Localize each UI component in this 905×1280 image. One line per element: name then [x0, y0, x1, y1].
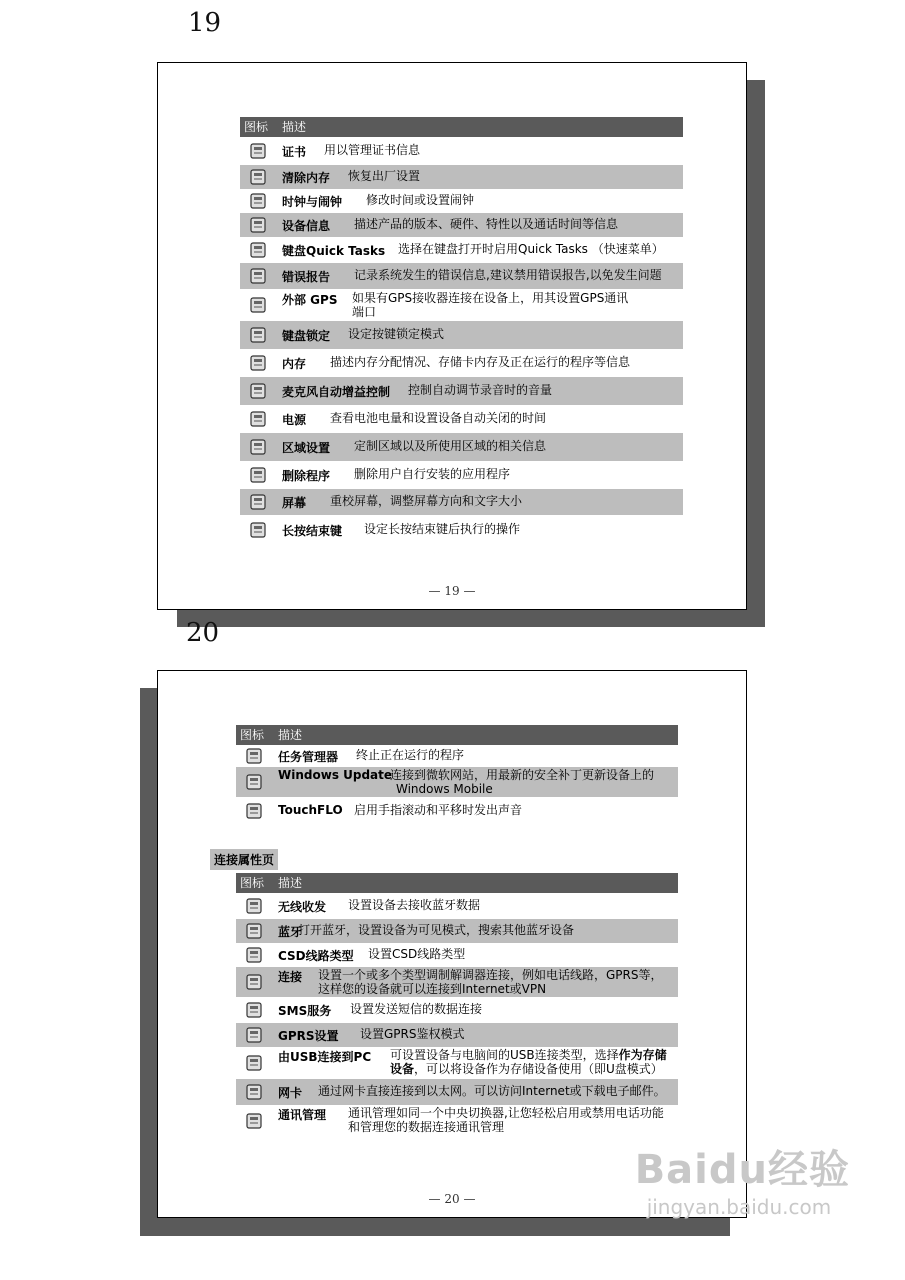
table-row — [236, 1047, 678, 1079]
row-desc-line1: 终止正在运行的程序 — [356, 748, 465, 762]
task-manager-icon — [244, 746, 264, 766]
globe-icon — [248, 437, 268, 457]
row-desc — [318, 1084, 666, 1098]
row-name: 错误报告 — [282, 270, 331, 284]
key-lock-icon — [248, 325, 268, 345]
settings-table — [236, 725, 678, 825]
remove-program-icon — [248, 465, 268, 485]
page-footer: — 19 — — [428, 584, 476, 598]
row-name: Windows Update — [278, 768, 393, 782]
row-name: 网卡 — [278, 1086, 303, 1100]
row-desc-line1: 可设置设备与电脑间的USB连接类型，选择 — [390, 1048, 619, 1062]
row-desc-line1: 启用手指滚动和平移时发出声音 — [354, 803, 523, 817]
row-desc-line1: 设置设备去接收蓝牙数据 — [348, 898, 481, 912]
row-name: 无线收发 — [278, 900, 327, 914]
row-desc — [348, 1106, 664, 1134]
row-desc-line2: ，可以将设备作为存储设备使用（即U盘模式） — [414, 1062, 663, 1076]
page-number-19: 19 — [188, 8, 222, 38]
row-desc-line1: 设置一个或多个类型调制解调器连接，例如电话线路，GPRS等， — [318, 968, 663, 982]
row-name: 键盘锁定 — [282, 329, 331, 343]
table-row — [240, 461, 683, 489]
row-desc-line1: 重校屏幕，调整屏幕方向和文字大小 — [330, 494, 523, 508]
table-row — [240, 349, 683, 377]
table-header — [236, 725, 678, 745]
header-desc: 描述 — [282, 120, 307, 134]
row-desc — [318, 968, 663, 996]
row-desc — [330, 355, 630, 369]
header-desc: 描述 — [278, 728, 303, 742]
table-row — [240, 137, 683, 165]
windows-update-icon — [244, 772, 264, 792]
watermark-url: jingyan.baidu.com — [646, 1195, 832, 1219]
row-desc — [348, 898, 480, 912]
row-desc — [324, 143, 420, 157]
row-desc-line1: 打开蓝牙，设置设备为可见模式，搜索其他蓝牙设备 — [298, 923, 575, 937]
row-desc — [390, 1048, 667, 1076]
row-desc — [364, 522, 520, 536]
table-row — [236, 767, 678, 797]
row-name: 内存 — [282, 357, 307, 371]
row-desc-line1: 恢复出厂设置 — [348, 169, 421, 183]
row-desc — [354, 803, 522, 817]
row-name: 屏幕 — [282, 496, 307, 510]
table-row — [236, 1079, 678, 1105]
comm-manager-icon — [244, 1111, 264, 1131]
csd-line-icon — [244, 945, 264, 965]
table-row — [240, 489, 683, 515]
row-name: SMS服务 — [278, 1004, 332, 1018]
row-name: 电源 — [282, 413, 307, 427]
table-row — [236, 1023, 678, 1047]
beam-icon — [244, 896, 264, 916]
row-desc-line1: 设定长按结束键后执行的操作 — [364, 522, 521, 536]
header-icon: 图标 — [240, 876, 265, 890]
row-name: 时钟与闹钟 — [282, 195, 343, 209]
row-desc — [330, 494, 522, 508]
microphone-icon — [248, 381, 268, 401]
screen-icon — [248, 492, 268, 512]
row-desc — [354, 467, 510, 481]
error-report-icon — [248, 266, 268, 286]
keyboard-icon — [248, 240, 268, 260]
row-name: 区域设置 — [282, 441, 331, 455]
certificate-icon — [248, 141, 268, 161]
row-desc — [354, 439, 546, 453]
page-number-20: 20 — [186, 618, 220, 648]
table-row — [236, 967, 678, 997]
row-desc-line1: 设置GPRS鉴权模式 — [360, 1027, 465, 1041]
row-desc — [354, 217, 618, 231]
row-desc-line1: 连接到微软网站，用最新的安全补丁更新设备上的 — [390, 768, 655, 782]
clock-icon — [248, 191, 268, 211]
row-desc-line1: 设置CSD线路类型 — [368, 947, 466, 961]
row-desc-line1: 通过网卡直接连接到以太网。可以访问Internet或下载电子邮件。 — [318, 1084, 666, 1098]
gps-icon — [248, 295, 268, 315]
row-desc-emphasis: 作为存储 — [618, 1048, 667, 1062]
row-desc-line1: 设定按键锁定模式 — [348, 327, 445, 341]
row-desc — [360, 1027, 465, 1041]
row-desc-line1: 设置发送短信的数据连接 — [350, 1002, 483, 1016]
row-desc — [352, 291, 628, 319]
row-desc-line1: 删除用户自行安装的应用程序 — [354, 467, 511, 481]
row-name: TouchFLO — [278, 803, 343, 817]
table-row — [240, 515, 683, 545]
row-name: 键盘Quick Tasks — [282, 244, 386, 258]
end-key-icon — [248, 520, 268, 540]
table-row — [236, 1105, 678, 1137]
row-name: 通讯管理 — [278, 1108, 327, 1122]
sms-icon — [244, 1000, 264, 1020]
row-desc-line1: 用以管理证书信息 — [324, 143, 421, 157]
row-desc-line2: 和管理您的数据连接通讯管理 — [348, 1120, 505, 1134]
row-desc-line1: 修改时间或设置闹钟 — [366, 193, 475, 207]
table-header — [236, 873, 678, 893]
row-desc — [408, 383, 552, 397]
row-desc — [368, 947, 465, 961]
table-row — [240, 289, 683, 321]
table-header — [240, 117, 683, 137]
row-desc — [390, 768, 654, 796]
row-name: 麦克风自动增益控制 — [282, 385, 391, 399]
row-name: 清除内存 — [282, 171, 331, 185]
table-row — [236, 919, 678, 943]
row-name: 蓝牙 — [278, 925, 303, 939]
table-row — [240, 433, 683, 461]
row-name: 由USB连接到PC — [278, 1050, 372, 1064]
section-title: 连接属性页 — [210, 849, 278, 870]
row-desc-line1: 选择在键盘打开时启用Quick Tasks （快速菜单） — [398, 242, 664, 256]
row-desc-line1: 查看电池电量和设置设备自动关闭的时间 — [330, 411, 547, 425]
table-row — [240, 263, 683, 289]
row-desc — [330, 411, 546, 425]
row-desc-line1: 如果有GPS接收器连接在设备上，用其设置GPS通讯 — [352, 291, 629, 305]
row-desc — [298, 923, 574, 937]
bluetooth-icon — [244, 921, 264, 941]
network-card-icon — [244, 1082, 264, 1102]
connection-table — [236, 873, 678, 1137]
row-name: 任务管理器 — [278, 750, 339, 764]
gprs-icon — [244, 1025, 264, 1045]
table-row — [236, 893, 678, 919]
row-desc-line2: 端口 — [352, 305, 377, 319]
row-name: 删除程序 — [282, 469, 331, 483]
row-desc — [398, 242, 664, 256]
row-desc-line1: 描述产品的版本、硬件、特性以及通话时间等信息 — [354, 217, 619, 231]
row-name: GPRS设置 — [278, 1029, 339, 1043]
row-name: 长按结束键 — [282, 524, 343, 538]
page-20 — [157, 670, 747, 1218]
page-footer: — 20 — — [428, 1192, 476, 1206]
clear-storage-icon — [248, 167, 268, 187]
row-desc — [348, 327, 444, 341]
row-name: 证书 — [282, 145, 307, 159]
memory-icon — [248, 353, 268, 373]
row-name: 连接 — [278, 970, 303, 984]
settings-table — [240, 117, 683, 545]
device-info-icon — [248, 215, 268, 235]
watermark — [635, 1138, 850, 1219]
row-desc-line2: Windows Mobile — [396, 782, 493, 796]
header-icon: 图标 — [240, 728, 265, 742]
row-desc — [366, 193, 474, 207]
row-desc-line2: 这样您的设备就可以连接到Internet或VPN — [318, 982, 547, 996]
header-desc: 描述 — [278, 876, 303, 890]
table-row — [240, 189, 683, 213]
row-name: 设备信息 — [282, 219, 331, 233]
row-desc — [354, 268, 662, 282]
touchflo-icon — [244, 801, 264, 821]
table-row — [236, 943, 678, 967]
table-row — [240, 405, 683, 433]
table-row — [240, 213, 683, 237]
table-row — [240, 165, 683, 189]
row-desc-line1: 控制自动调节录音时的音量 — [408, 383, 553, 397]
row-desc — [350, 1002, 482, 1016]
row-name: 外部 GPS — [282, 293, 338, 307]
row-name: CSD线路类型 — [278, 949, 354, 963]
row-desc — [356, 748, 464, 762]
row-desc-emphasis: 设备 — [390, 1062, 415, 1076]
watermark-brand: Baidu经验 — [634, 1147, 850, 1193]
row-desc-line1: 描述内存分配情况、存储卡内存及正在运行的程序等信息 — [330, 355, 631, 369]
table-row — [240, 377, 683, 405]
row-desc — [348, 169, 420, 183]
header-icon: 图标 — [244, 120, 269, 134]
table-row — [236, 797, 678, 825]
row-desc-line1: 定制区域以及所使用区域的相关信息 — [354, 439, 547, 453]
connection-icon — [244, 972, 264, 992]
row-desc-line1: 通讯管理如同一个中央切换器,让您轻松启用或禁用电话功能 — [348, 1106, 664, 1120]
table-row — [236, 745, 678, 767]
table-row — [236, 997, 678, 1023]
table-row — [240, 321, 683, 349]
usb-pc-icon — [244, 1053, 264, 1073]
row-desc-line1: 记录系统发生的错误信息,建议禁用错误报告,以免发生问题 — [354, 268, 662, 282]
page-19 — [157, 62, 747, 610]
battery-icon — [248, 409, 268, 429]
table-row — [240, 237, 683, 263]
